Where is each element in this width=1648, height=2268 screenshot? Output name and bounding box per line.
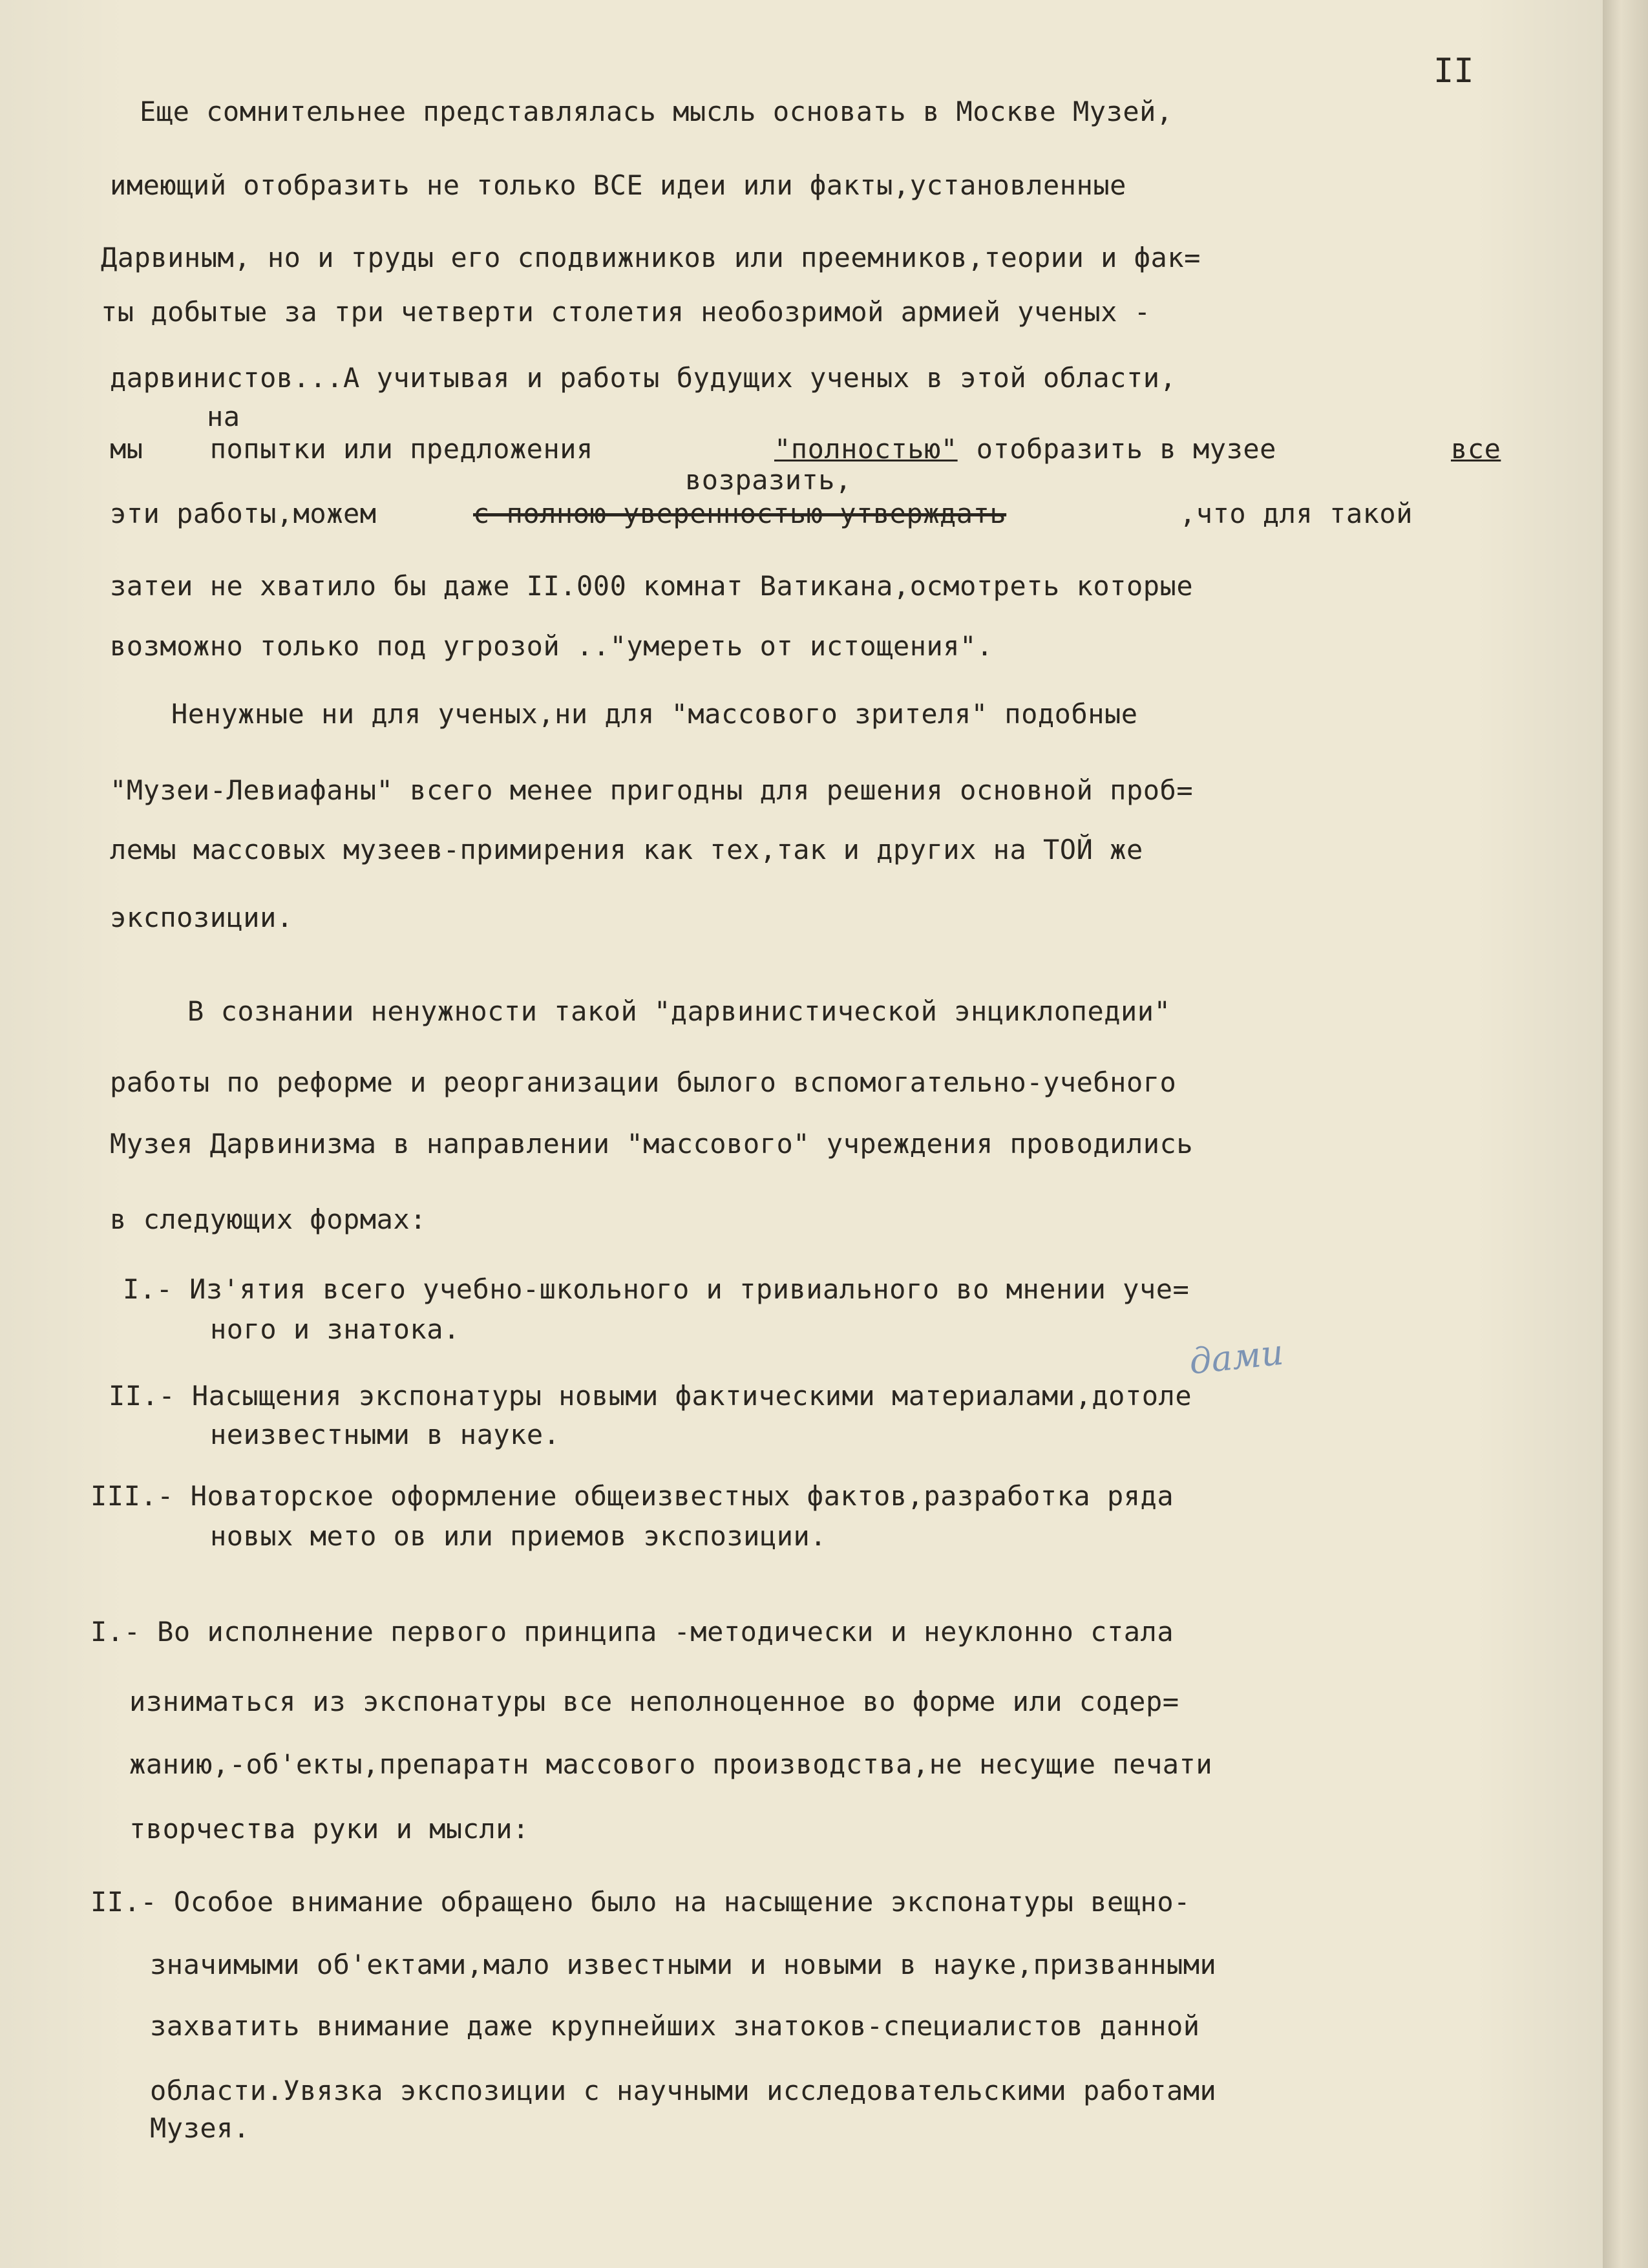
text-line: работы по реформе и реорганизации былого вспомогательно-учебного xyxy=(110,1066,1177,1098)
text-line: значимыми об'ектами,мало известными и новыми в науке,призванными xyxy=(150,1949,1217,1980)
text-line: "полностью" xyxy=(774,433,958,465)
page-number: II xyxy=(1433,52,1474,90)
text-line: "Музеи-Левиафаны" всего менее пригодны для решения основной проб= xyxy=(110,774,1194,806)
list-item: II.- Особое внимание обращено было на насыщение экспонатуры вещно- xyxy=(90,1886,1190,1918)
text-line: лемы массовых музеев-примирения как тех,так и других на ТОЙ же xyxy=(110,834,1143,865)
text-line: области.Увязка экспозиции с научными исследовательскими работами xyxy=(150,2075,1217,2106)
text-line: на xyxy=(207,401,240,432)
text-line: затеи не хватило бы даже II.000 комнат Ватикана,осмотреть которые xyxy=(110,570,1194,602)
text-line: захватить внимание даже крупнейших знатоков-специалистов данной xyxy=(150,2010,1200,2042)
text-line: Музея. xyxy=(150,2112,250,2144)
text-line: Еще сомнительнее представлялась мысль основать в Москве Музей, xyxy=(140,96,1173,127)
list-item: II.- Насыщения экспонатуры новыми фактическими материалами,дотоле xyxy=(109,1380,1192,1412)
text-line: имеющий отобразить не только ВСЕ идеи или факты,установленные xyxy=(110,169,1126,201)
text-line: Дарвиным, но и труды его сподвижников или преемников,теории и фак= xyxy=(101,242,1201,273)
handwritten-annotation: дами xyxy=(1187,1331,1285,1383)
text-line: В сознании ненужности такой "дарвинистической энциклопедии" xyxy=(187,995,1171,1027)
text-line: эти работы,можем xyxy=(110,498,394,529)
text-line: новых мето ов или приемов экспозиции. xyxy=(210,1520,827,1552)
text-line: отобразить в музее xyxy=(960,433,1293,465)
text-line: жанию,-об'екты,препаратн массового производства,не несущие печати xyxy=(129,1748,1213,1780)
text-line: Музея Дарвинизма в направлении "массового" учреждения проводились xyxy=(110,1128,1194,1160)
text-line: в следующих формах: xyxy=(110,1203,427,1235)
text-line: дарвинистов...А учитывая и работы будущих ученых в этой области, xyxy=(110,362,1177,394)
text-line: ного и знатока. xyxy=(210,1313,460,1345)
text-line: все xyxy=(1451,433,1501,465)
list-item: I.- Из'ятия всего учебно-школьного и тривиального во мнении уче= xyxy=(123,1273,1190,1305)
text-line: мы попытки или предложения xyxy=(110,433,593,465)
text-line: с полною уверенностью утверждать xyxy=(473,498,1007,529)
text-line: возразить, xyxy=(685,464,852,496)
text-line: ты добытые за три четверти столетия необозримой армией ученых - xyxy=(101,296,1151,328)
text-line: творчества руки и мысли: xyxy=(129,1813,529,1845)
text-line: возможно только под угрозой .."умереть от истощения". xyxy=(110,630,993,662)
text-line: экспозиции. xyxy=(110,902,293,933)
list-item: III.- Новаторское оформление общеизвестных фактов,разработка ряда xyxy=(90,1480,1174,1512)
page-edge xyxy=(1603,0,1648,2268)
text-line: Ненужные ни для ученых,ни для "массового зрителя" подобные xyxy=(171,698,1138,730)
text-line: неизвестными в науке. xyxy=(210,1419,560,1450)
text-line: ,что для такой xyxy=(1179,498,1413,529)
text-line: изниматься из экспонатуры все неполноценное во форме или содер= xyxy=(129,1686,1179,1717)
list-item: I.- Во исполнение первого принципа -методически и неуклонно стала xyxy=(90,1616,1174,1648)
